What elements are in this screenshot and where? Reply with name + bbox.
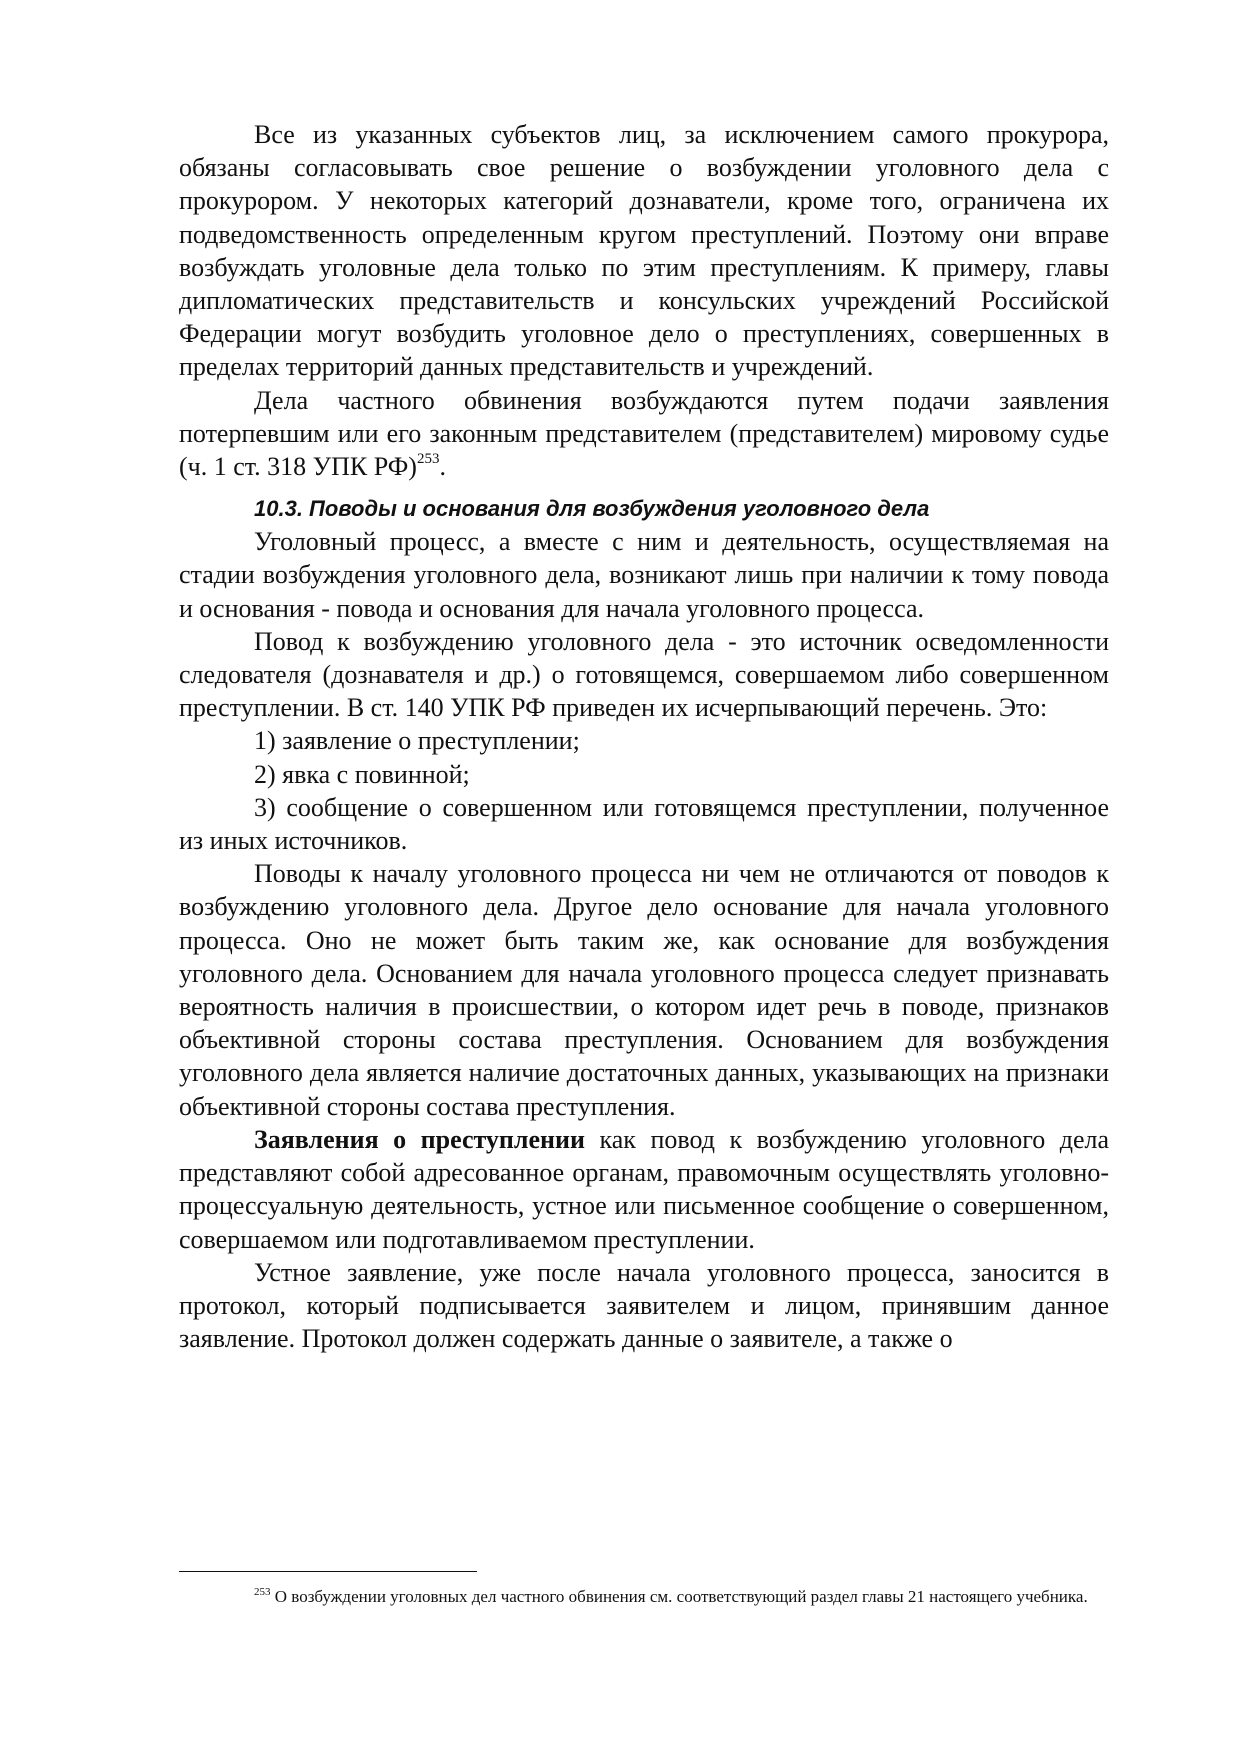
paragraph-subjects: Все из указанных субъектов лиц, за исключением самого прокурора, обязаны согласовывать свое решение о возбуждении уголовного дела с прокурором. У некоторых категорий дознаватели, кроме того, ограничена их подведомственность определенным кругом преступлений. Поэтому они вправе возбуждать уголовные дела только по этим преступлениям. К примеру, главы дипломатических представительств и консульских учреждений Российской Федерации могут возбудить уголовное дело о преступлениях, совершенных в пределах территорий данных представительств и учреждений. bbox=[179, 120, 1109, 382]
page-body bbox=[179, 118, 1109, 1355]
footnote-text: О возбуждении уголовных дел частного обвинения см. соответствующий раздел главы 21 настоящего учебника. bbox=[270, 1587, 1088, 1606]
paragraph-criminal-process: Уголовный процесс, а вместе с ним и деятельность, осуществляемая на стадии возбуждения уголовного дела, возникают лишь при наличии к тому повода и основания - повода и основания для начала уголовного процесса. bbox=[179, 527, 1109, 623]
paragraph-oral-statement: Устное заявление, уже после начала уголовного процесса, заносится в протокол, который подписывается заявителем и лицом, принявшим данное заявление. Протокол должен содержать данные о заявителе, а также о bbox=[179, 1257, 1109, 1354]
list-item: 1) заявление о преступлении; bbox=[254, 726, 580, 756]
paragraph-statements bbox=[179, 1123, 1109, 1256]
footnote bbox=[179, 1586, 1109, 1607]
paragraph-grounds: Поводы к началу уголовного процесса ни чем не отличаются от поводов к возбуждению уголовного дела. Другое дело основание для начала уголовного процесса. Оно не может быть таким же, как основание для возбуждения уголовного дела. Основанием для начала уголовного процесса следует признавать вероятность наличия в происшествии, о котором идет речь в поводе, признаков объективной стороны состава преступления. Основанием для возбуждения уголовного дела является наличие достаточных данных, указывающих на признаки объективной стороны состава преступления. bbox=[179, 859, 1109, 1121]
paragraph-reason-definition: Повод к возбуждению уголовного дела - это источник осведомленности следователя (дознавателя и др.) о готовящемся, совершаемом либо совершенном преступлении. В ст. 140 УПК РФ приведен их исчерпывающий перечень. Это: bbox=[179, 626, 1109, 723]
list-item: 3) сообщение о совершенном или готовящемся преступлении, полученное из иных источников. bbox=[179, 792, 1109, 856]
term-statements: Заявления о преступлении bbox=[254, 1124, 585, 1154]
footnote-separator bbox=[179, 1571, 477, 1572]
paragraph-private-prosecution bbox=[179, 384, 1109, 484]
list-item: 2) явка с повинной; bbox=[254, 759, 470, 789]
paragraph-private-prosecution-tail: . bbox=[439, 452, 446, 482]
section-heading: 10.3. Поводы и основания для возбуждения уголовного дела bbox=[254, 496, 930, 522]
footnote-number: 253 bbox=[254, 1586, 271, 1598]
footnote-reference[interactable]: 253 bbox=[416, 451, 440, 468]
paragraph-private-prosecution-text: Дела частного обвинения возбуждаются путем подачи заявления потерпевшим или его законным представителем (представителем) мировому судье (ч. 1 ст. 318 УПК РФ) bbox=[179, 385, 1109, 482]
paragraph-statements-text: как повод к возбуждению уголовного дела представляют собой адресованное органам, правомочным осуществлять уголовно-процессуальную деятельность, устное или письменное сообщение о совершенном, совершаемом или подготавливаемом преступлении. bbox=[179, 1124, 1110, 1254]
